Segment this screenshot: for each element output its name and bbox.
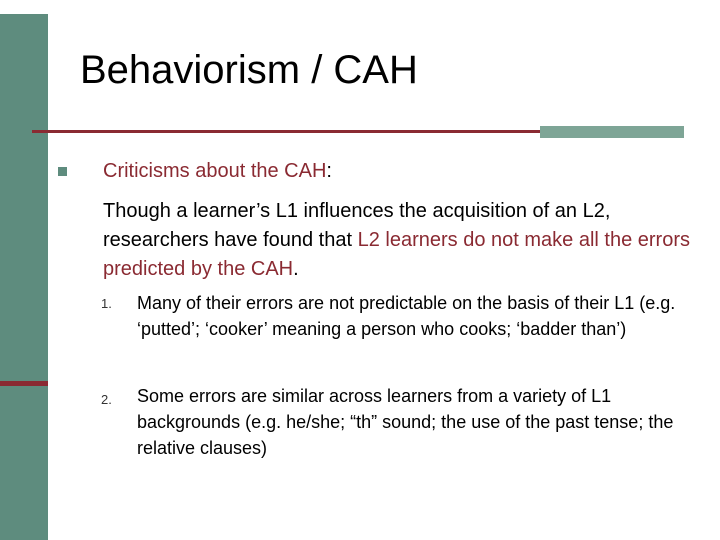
paragraph-plain-text: Though a learner’s L1 influences the acquisition of an L2, researchers have found that: [103, 200, 611, 251]
left-accent-tick: [0, 381, 48, 386]
slide-title: Behaviorism / CAH: [80, 48, 418, 92]
list-item-2-text: Some errors are similar across learners from a variety of L1 backgrounds (e.g. he/she; “th” sound; the use of the past tense; the relative clauses): [137, 386, 674, 458]
title-divider-block: [540, 126, 684, 138]
section-heading-colon: :: [326, 160, 332, 182]
section-heading-text: Criticisms about the CAH: [103, 160, 327, 182]
list-number-1: 1.: [101, 296, 112, 311]
left-accent-bar: [0, 14, 48, 540]
list-number-2: 2.: [101, 392, 112, 407]
intro-paragraph: [103, 197, 703, 284]
paragraph-emphasis-text: L2 learners do not make all the errors predicted by the CAH: [103, 229, 691, 280]
title-divider-line: [32, 130, 542, 133]
section-heading: [103, 160, 332, 183]
square-bullet-icon: [58, 167, 67, 176]
list-item-1-text: Many of their errors are not predictable on the basis of their L1 (e.g. ‘putted’; ‘cooker’ meaning a person who cooks; ‘badder than’): [137, 293, 676, 339]
paragraph-end-punctuation: .: [293, 258, 299, 280]
